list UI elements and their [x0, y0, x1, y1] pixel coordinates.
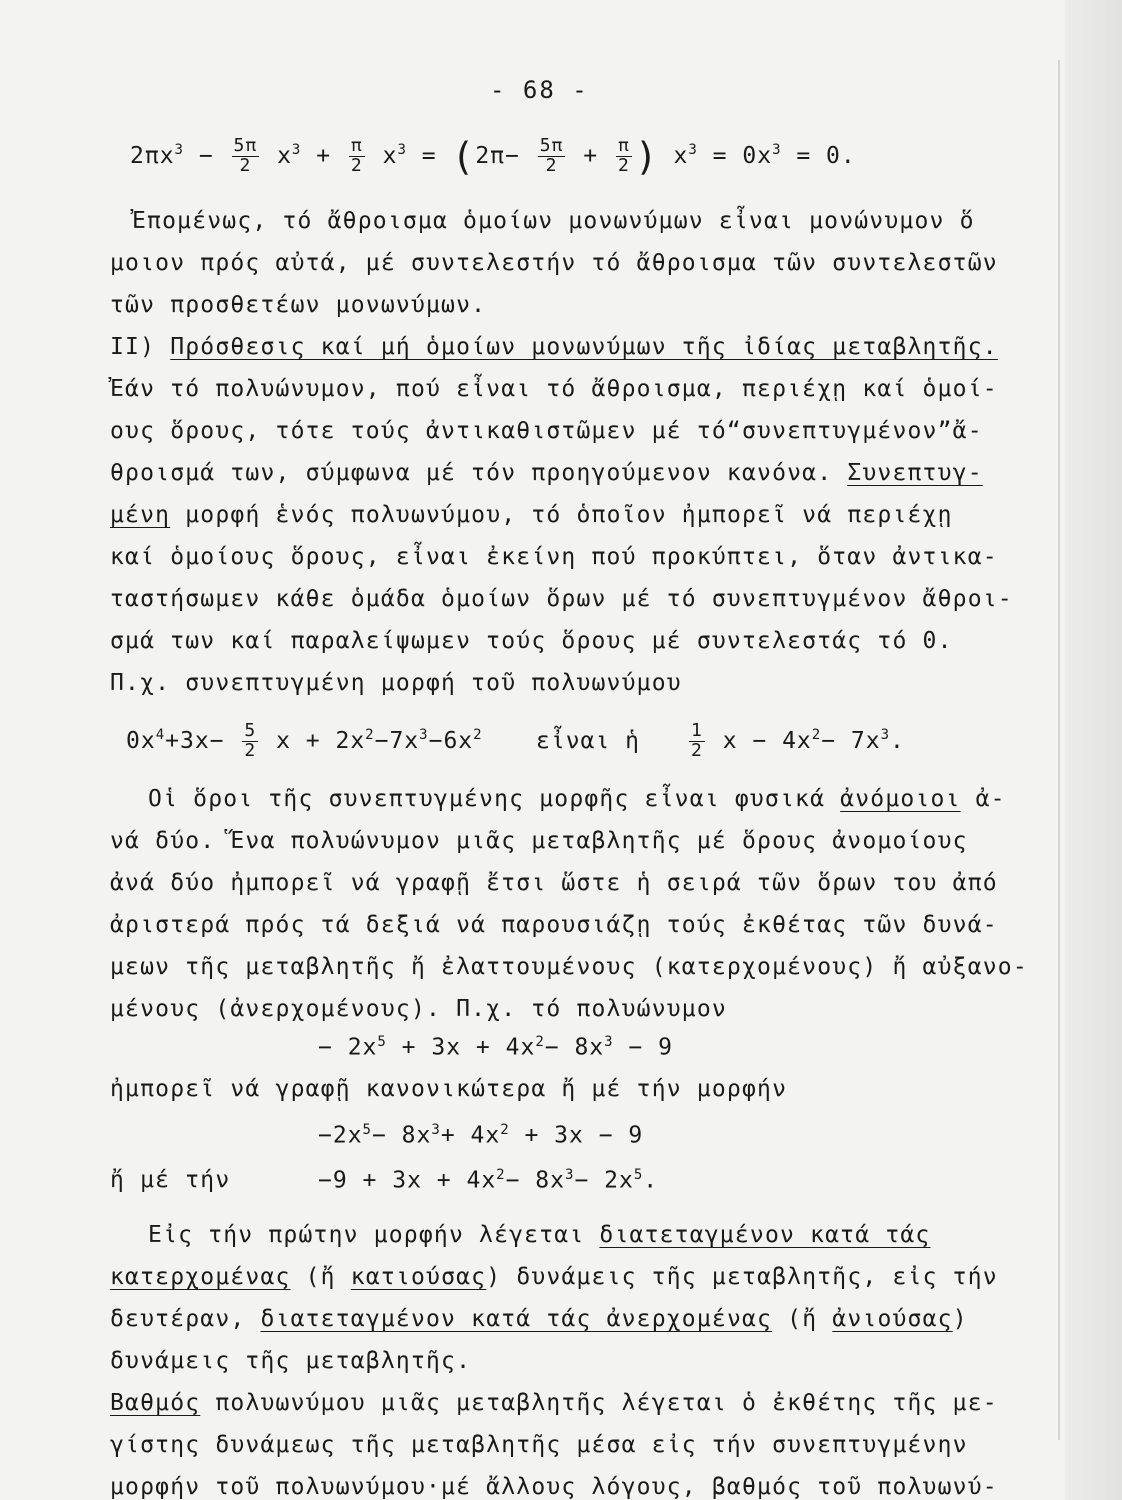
text-line-10: ταστήσωμεν κάθε ὁμάδα ὁμοίων ὅρων μέ τό συνεπτυγμένον ἄθροι-	[110, 586, 1013, 612]
text-line-16: ἀριστερά πρός τά δεξιά νά παρουσιάζῃ τούς ἐκθέτας τῶν δυνά-	[110, 912, 998, 938]
text-line-6: ους ὅρους, τότε τούς ἀντικαθιστῶμεν μέ τό“συνεπτυγμένον”ἄ-	[110, 418, 983, 444]
text-line-8: μένη μορφή ἑνός πολυωνύμου, τό ὁποῖον ἠμπορεῖ νά περιέχῃ	[110, 502, 953, 528]
equation-sum-similar-monomials: $2\pi x^3$ − $\frac{5\pi}{2}$ $x^3$ + $\frac{\pi}{2}$ $x^3 = (2\pi-$ $\frac{5\pi}{2}$ + $\frac{\pi}{2}$ ) $x^3 = 0x^3 = 0$.	[130, 134, 856, 179]
text-line-18: μένους (ἀνερχομένους). Π.χ. τό πολυώνυμον	[110, 996, 727, 1022]
text-line-2: μοιον πρός αὐτά, μέ συντελεστήν τό ἄθροισμα τῶν συντελεστῶν	[110, 250, 998, 276]
equation-polynomial-unordered: − $2x^5 + 3x + 4x^2- 8x^3 - 9$	[318, 1034, 673, 1061]
equation-descending-order: $-2x^5- 8x^3+ 4x^2 + 3x - 9$	[318, 1122, 644, 1149]
text-line-22: κατερχομένας (ἤ κατιούσας) δυνάμεις τῆς μεταβλητῆς, εἰς τήν	[110, 1264, 998, 1290]
equation-collapsed-label: εἶναι ἡ	[536, 728, 640, 754]
text-line-17: μεων τῆς μεταβλητῆς ἤ ἐλαττουμένους (κατερχομένους) ἤ αὐξανο-	[110, 954, 1028, 980]
page-edge-line	[1058, 60, 1060, 1440]
text-line-21: Εἰς τήν πρώτην μορφήν λέγεται διατεταγμένον κατά τάς	[148, 1222, 931, 1248]
text-line-3: τῶν προσθετέων μονωνύμων.	[110, 292, 487, 318]
text-line-27: μορφήν τοῦ πολυωνύμου·μέ ἄλλους λόγους, βαθμός τοῦ πολυωνύ-	[110, 1474, 998, 1500]
section-heading-II: II) Πρόσθεσις καί μή ὁμοίων μονωνύμων τῆς ἰδίας μεταβλητῆς.	[110, 334, 998, 360]
equation-polynomial-example: $0x^4+3x-$ $\frac{5}{2}$ $x + 2x^2-7x^3-6x^2$	[126, 720, 483, 761]
equation-ascending-order: $-9 + 3x + 4x^2- 8x^3- 2x^5$.	[318, 1167, 659, 1194]
text-line-23: δευτέραν, διατεταγμένον κατά τάς ἀνερχομένας (ἤ ἀνιούσας)	[110, 1306, 968, 1332]
text-line-20: ἤ μέ τήν	[110, 1167, 231, 1193]
text-line-25: Βαθμός πολυωνύμου μιᾶς μεταβλητῆς λέγεται ὁ ἐκθέτης τῆς με-	[110, 1390, 998, 1416]
text-line-19: ἠμπορεῖ νά γραφῇ κανονικώτερα ἤ μέ τήν μορφήν	[110, 1076, 788, 1102]
text-line-26: γίστης δυνάμεως τῆς μεταβλητῆς μέσα εἰς τήν συνεπτυγμένην	[110, 1432, 968, 1458]
equation-collapsed-form: $\frac{1}{2}$ $x - 4x^2- 7x^3$.	[691, 720, 905, 761]
text-line-24: δυνάμεις τῆς μεταβλητῆς.	[110, 1348, 472, 1374]
text-line-7: θροισμά των, σύμφωνα μέ τόν προηγούμενον κανόνα. Συνεπτυγ-	[110, 460, 983, 486]
text-line-9: καί ὁμοίους ὅρους, εἶναι ἐκείνη πού προκύπτει, ὅταν ἀντικα-	[110, 544, 998, 570]
text-line-1: Ἐπομένως, τό ἄθροισμα ὁμοίων μονωνύμων εἶναι μονώνυμον ὅ	[132, 208, 975, 234]
text-line-11: σμά των καί παραλείψωμεν τούς ὅρους μέ συντελεστάς τό 0.	[110, 628, 953, 654]
text-line-14: νά δύο. Ἕνα πολυώνυμον μιᾶς μεταβλητῆς μέ ὅρους ἀνομοίους	[110, 828, 968, 854]
text-line-15: ἀνά δύο ἠμπορεῖ νά γραφῇ ἔτσι ὥστε ἡ σειρά τῶν ὅρων του ἀπό	[110, 870, 998, 896]
page-number: - 68 -	[490, 76, 589, 104]
text-line-13: Οἱ ὅροι τῆς συνεπτυγμένης μορφῆς εἶναι φυσικά ἀνόμοιοι ἀ-	[148, 786, 1006, 812]
page-edge-shadow	[1065, 0, 1122, 1500]
text-line-12: Π.χ. συνεπτυγμένη μορφή τοῦ πολυωνύμου	[110, 670, 682, 696]
text-line-5: Ἐάν τό πολυώνυμον, πού εἶναι τό ἄθροισμα, περιέχῃ καί ὁμοί-	[110, 376, 998, 402]
